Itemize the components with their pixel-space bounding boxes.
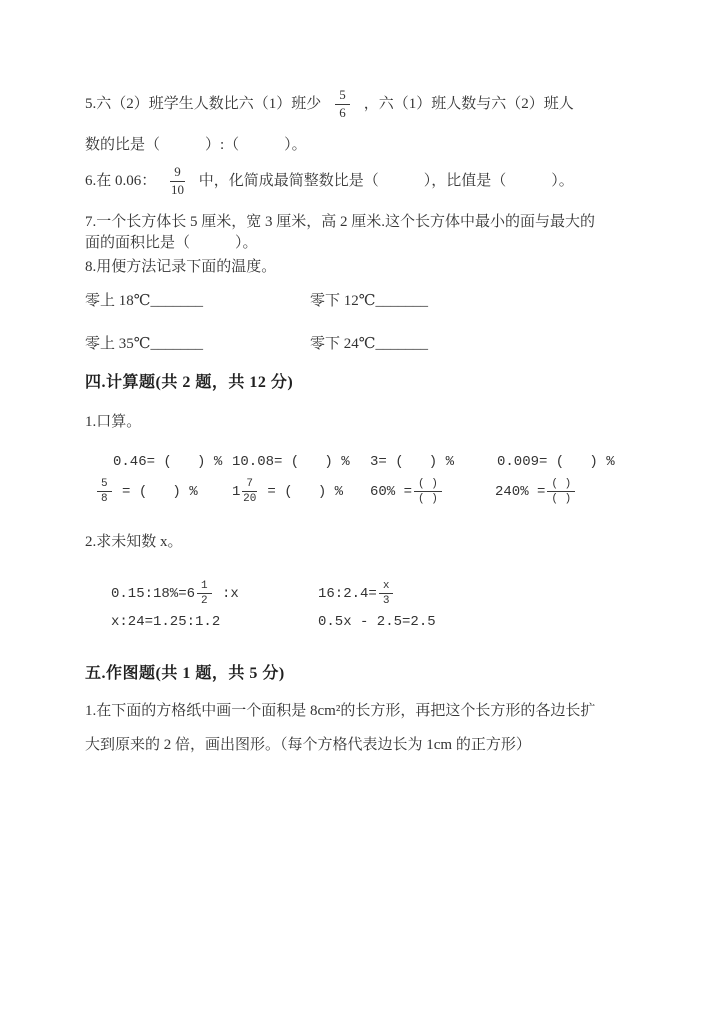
oral-item bbox=[232, 478, 370, 506]
fraction-9-10 bbox=[170, 165, 185, 198]
oral-calc-row-2 bbox=[95, 478, 638, 506]
blank-line: _______ bbox=[375, 292, 429, 309]
fraction-1-2 bbox=[197, 580, 212, 608]
oral-item-text: 60% = bbox=[370, 483, 413, 500]
temperature-item bbox=[85, 291, 310, 312]
fraction-7-20 bbox=[242, 478, 257, 506]
oral-item bbox=[370, 478, 495, 506]
question-7-line-2: 面的面积比是（ ）。 bbox=[85, 235, 258, 252]
oral-item: 10.08= ( ) % bbox=[232, 453, 350, 470]
fraction-numerator: ( ) bbox=[414, 478, 442, 493]
blank-line: _______ bbox=[150, 335, 204, 352]
q5-text-before: 5.六（2）班学生人数比六（1）班少 bbox=[85, 95, 322, 112]
fraction-5-8 bbox=[97, 478, 112, 506]
fraction-denominator: 2 bbox=[201, 595, 208, 608]
q6-text-before: 6.在 0.06： bbox=[85, 172, 157, 189]
section-4-heading: 四.计算题(共 2 题，共 12 分) bbox=[85, 373, 294, 391]
temperature-item bbox=[310, 291, 535, 312]
oral-item: 0.46= ( ) % bbox=[113, 453, 223, 470]
fraction-numerator: x bbox=[379, 580, 394, 595]
question-7-line-1: 7.一个长方体长 5 厘米，宽 3 厘米，高 2 厘米.这个长方体中最小的面与最大的 bbox=[85, 213, 596, 230]
fraction-numerator: 1 bbox=[197, 580, 212, 595]
fraction-denominator: 6 bbox=[339, 104, 346, 120]
fraction-denominator: 20 bbox=[243, 493, 257, 506]
q6-text-after: 中，化简成最简整数比是（ ），比值是（ ）。 bbox=[198, 172, 574, 189]
fraction-x-3 bbox=[379, 580, 394, 608]
equation bbox=[318, 580, 395, 608]
temperature-label: 零上 35℃ bbox=[85, 335, 151, 352]
fraction-denominator: 8 bbox=[101, 493, 108, 506]
fraction-denominator: 3 bbox=[382, 595, 390, 608]
q5-text-after: ，六（1）班人数与六（2）班人 bbox=[363, 95, 574, 112]
oral-item: 3= ( ) % bbox=[370, 453, 455, 470]
equation bbox=[111, 580, 318, 608]
oral-item-text: 240% = bbox=[495, 483, 546, 500]
equation bbox=[111, 614, 318, 630]
equation-text: 16:2.4= bbox=[318, 585, 377, 602]
equation-row-2 bbox=[111, 614, 638, 630]
temperature-label: 零上 18℃ bbox=[85, 292, 151, 309]
equation-row-1 bbox=[111, 580, 638, 608]
fraction-denominator: ( ) bbox=[418, 493, 438, 506]
blank-line: _______ bbox=[150, 292, 204, 309]
equation-text: 0.5x - 2.5=2.5 bbox=[318, 613, 436, 630]
oral-item bbox=[95, 478, 232, 506]
oral-item-text: = ( ) % bbox=[113, 483, 198, 500]
fraction-denominator: ( ) bbox=[551, 493, 572, 506]
temperature-item bbox=[85, 334, 310, 355]
question-6 bbox=[85, 165, 638, 198]
fraction-numerator: 7 bbox=[242, 478, 257, 493]
question-5-line-1 bbox=[85, 88, 638, 121]
fraction-numerator: 5 bbox=[335, 88, 350, 105]
oral-item bbox=[495, 478, 577, 506]
equation-text: :x bbox=[213, 585, 239, 602]
temperature-row-1 bbox=[85, 291, 638, 312]
blank-line: _______ bbox=[375, 335, 429, 352]
temperature-label: 零下 12℃ bbox=[310, 292, 376, 309]
fraction-numerator: ( ) bbox=[547, 478, 575, 493]
temperature-label: 零下 24℃ bbox=[310, 335, 376, 352]
equation-text: x:24=1.25:1.2 bbox=[111, 613, 221, 630]
solve-x-title: 2.求未知数 x。 bbox=[85, 533, 183, 550]
fraction-denominator: 10 bbox=[171, 181, 185, 197]
section-5-question-line-1: 1.在下面的方格纸中画一个面积是 8cm²的长方形，再把这个长方形的各边长扩 bbox=[85, 702, 596, 719]
equation-text: 0.15:18%=6 bbox=[111, 585, 196, 602]
section-5-question-line-2: 大到原来的 2 倍，画出图形。（每个方格代表边长为 1cm 的正方形） bbox=[85, 736, 531, 753]
temperature-item bbox=[310, 334, 535, 355]
section-5-heading: 五.作图题(共 1 题，共 5 分) bbox=[85, 664, 285, 682]
oral-item-text: = ( ) % bbox=[259, 483, 344, 500]
blank-fraction bbox=[414, 478, 442, 506]
oral-item: 0.009= ( ) % bbox=[497, 453, 615, 470]
fraction-numerator: 5 bbox=[97, 478, 112, 493]
blank-fraction bbox=[547, 478, 575, 506]
fraction-5-6 bbox=[335, 88, 350, 121]
question-5-line-2: 数的比是（ ）:（ ）。 bbox=[85, 136, 307, 153]
question-8-title: 8.用便方法记录下面的温度。 bbox=[85, 259, 277, 275]
temperature-row-2 bbox=[85, 334, 638, 355]
mixed-number-whole: 1 bbox=[232, 483, 241, 500]
fraction-numerator: 9 bbox=[170, 165, 185, 182]
oral-calc-row-1 bbox=[113, 454, 638, 470]
oral-calc-title: 1.口算。 bbox=[85, 413, 142, 430]
equation bbox=[318, 614, 436, 630]
